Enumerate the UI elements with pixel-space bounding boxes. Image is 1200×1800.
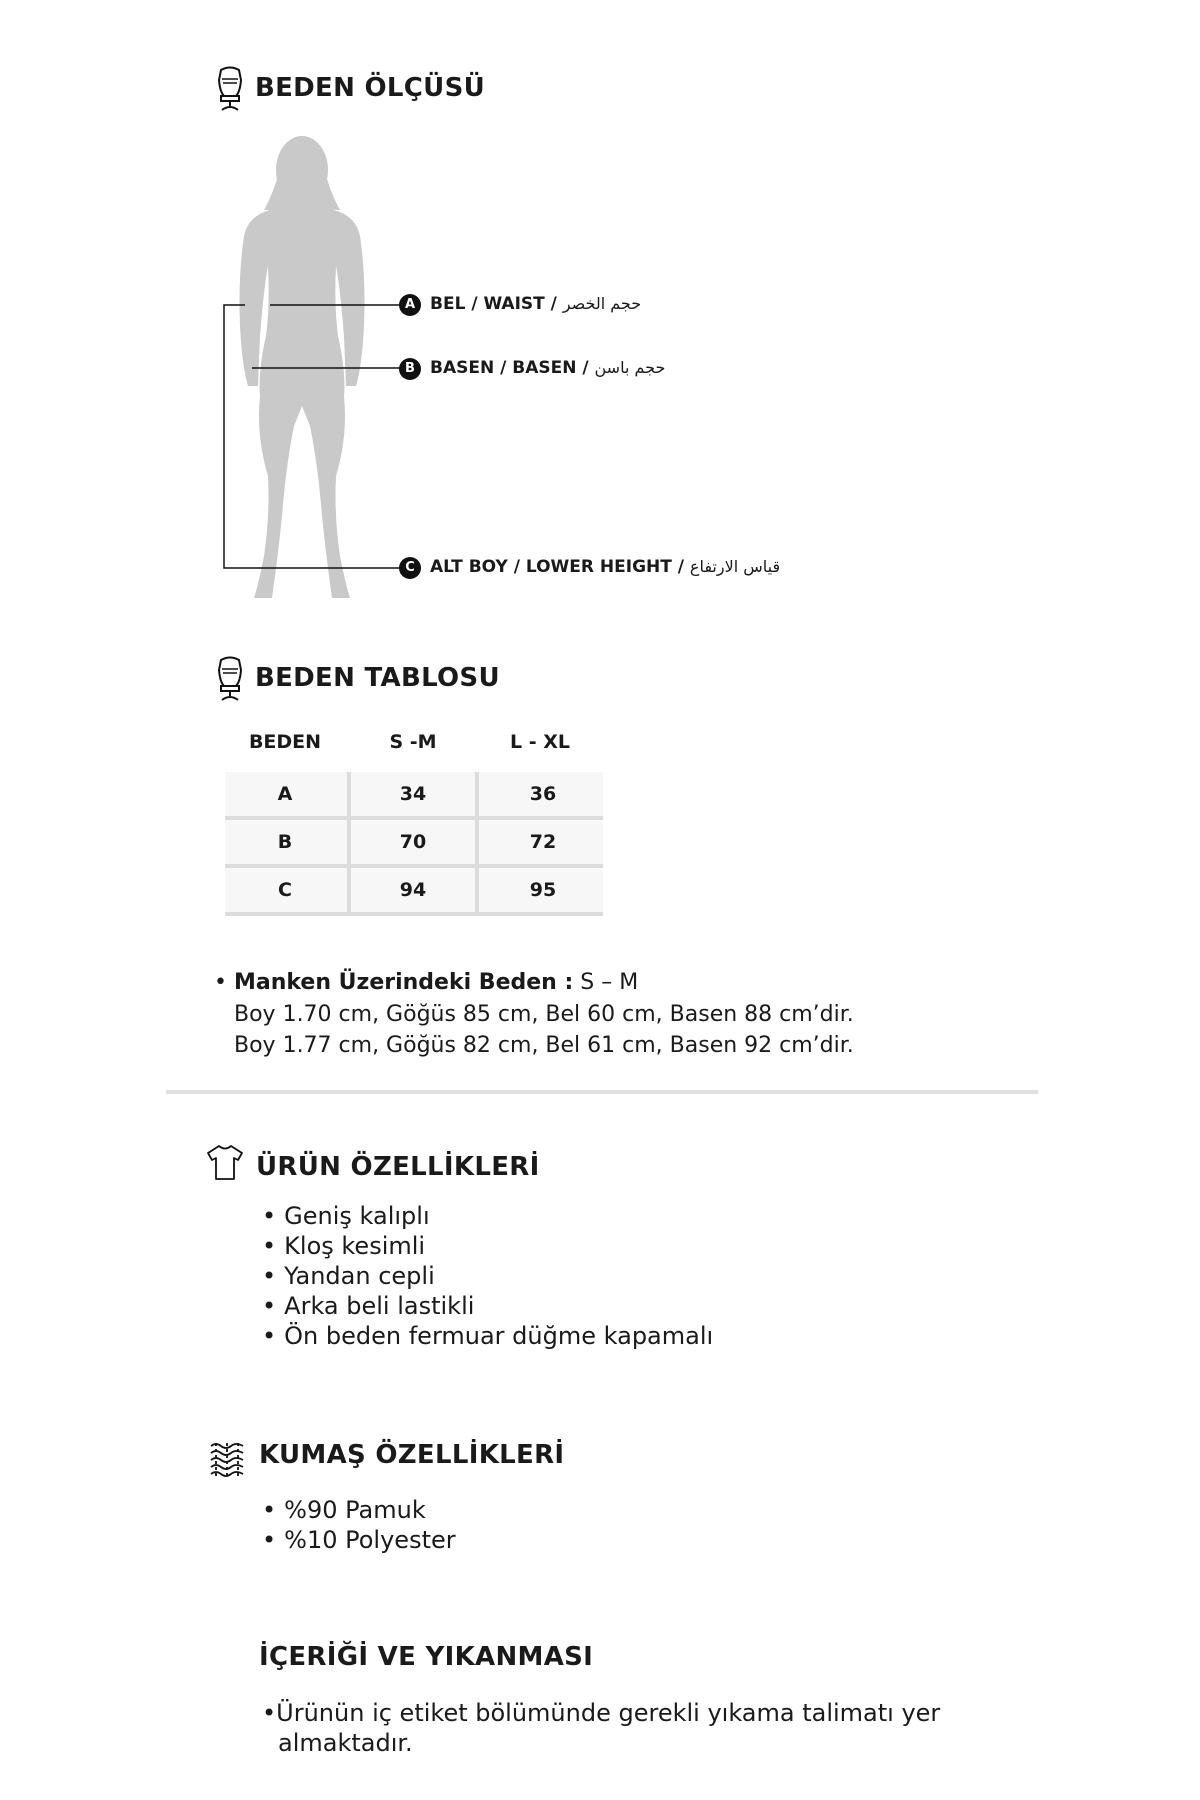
marker-c: C — [399, 557, 421, 579]
fabric-features-list — [262, 1495, 456, 1555]
measurement-label-waist — [430, 294, 641, 314]
waist-arabic: حجم الخصر — [562, 294, 642, 313]
table-cell: 72 — [475, 820, 607, 864]
tshirt-icon — [206, 1143, 244, 1181]
table-cell: C — [278, 879, 292, 901]
waist-label: BEL / WAIST / — [430, 294, 557, 314]
bullet: • — [262, 1699, 277, 1727]
product-features-title: ÜRÜN ÖZELLİKLERİ — [256, 1152, 540, 1182]
care-title: İÇERİĞİ VE YIKANMASI — [259, 1642, 594, 1672]
table-header-size: BEDEN — [248, 731, 322, 753]
table-row — [225, 820, 603, 868]
model-size-label: Manken Üzerindeki Beden : — [233, 970, 574, 995]
size-table-title: BEDEN TABLOSU — [255, 663, 500, 693]
measurement-label-lower-height — [430, 557, 780, 577]
table-header-sm: S -M — [389, 731, 437, 753]
size-table — [225, 772, 603, 916]
model-info-line — [214, 970, 638, 995]
care-line-1-text: Ürünün iç etiket bölümünde gerekli yıkama talimatı yer — [276, 1699, 941, 1727]
fabric-icon — [208, 1440, 246, 1478]
lower-height-label: ALT BOY / LOWER HEIGHT / — [430, 557, 684, 577]
marker-b: B — [399, 358, 421, 380]
fabric-features-title: KUMAŞ ÖZELLİKLERİ — [259, 1440, 565, 1470]
list-item: • Ön beden fermuar düğme kapamalı — [262, 1321, 713, 1351]
marker-a: A — [399, 294, 421, 316]
mannequin-icon — [216, 66, 244, 112]
table-row — [225, 772, 603, 820]
measurement-label-hips — [430, 358, 665, 378]
measurement-lines — [220, 295, 410, 575]
hips-label: BASEN / BASEN / — [430, 358, 589, 378]
lower-height-arabic: قياس الارتفاع — [689, 557, 781, 576]
list-item: • Kloş kesimli — [262, 1231, 713, 1261]
table-cell: 34 — [347, 772, 475, 816]
list-item: • Geniş kalıplı — [262, 1201, 713, 1231]
bullet: • — [214, 970, 234, 995]
table-header-lxl: L - XL — [510, 731, 570, 753]
table-row — [225, 868, 603, 916]
table-cell: B — [277, 831, 293, 853]
table-cell: 95 — [475, 868, 607, 912]
list-item: • %90 Pamuk — [262, 1495, 456, 1525]
product-features-list — [262, 1201, 713, 1351]
table-cell: 70 — [347, 820, 475, 864]
care-text — [262, 1698, 940, 1758]
model-measurements-2: Boy 1.77 cm, Göğüs 82 cm, Bel 61 cm, Basen 92 cm’dir. — [234, 1033, 854, 1058]
table-cell: A — [277, 783, 293, 805]
mannequin-icon — [216, 656, 244, 702]
model-measurements-1: Boy 1.70 cm, Göğüs 85 cm, Bel 60 cm, Basen 88 cm’dir. — [234, 1002, 854, 1027]
section-divider — [166, 1090, 1038, 1094]
size-guide-title: BEDEN ÖLÇÜSÜ — [255, 73, 486, 103]
care-line-1 — [262, 1698, 940, 1728]
model-size-value: S – M — [580, 970, 639, 995]
care-line-2: almaktadır. — [278, 1729, 413, 1757]
table-cell: 94 — [347, 868, 475, 912]
list-item: • Yandan cepli — [262, 1261, 713, 1291]
table-cell: 36 — [475, 772, 607, 816]
hips-arabic: حجم باسن — [594, 358, 666, 377]
list-item: • %10 Polyester — [262, 1525, 456, 1555]
list-item: • Arka beli lastikli — [262, 1291, 713, 1321]
